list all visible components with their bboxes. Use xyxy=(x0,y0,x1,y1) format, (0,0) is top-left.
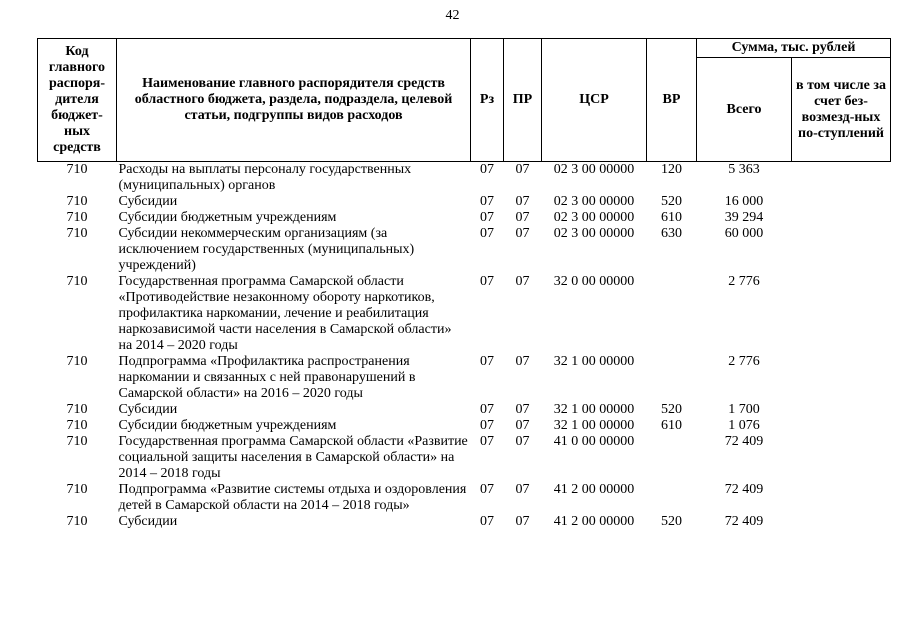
cell-free xyxy=(792,162,891,195)
cell-name: Субсидии некоммерческим организациям (за исключением государственных (муниципальных) учреждений) xyxy=(118,226,415,273)
cell-total: 1 700 xyxy=(728,402,760,417)
cell-csr: 02 3 00 00000 xyxy=(553,226,635,241)
header-code: Код главного распоря-дителя бюджет-ных средств xyxy=(38,39,117,162)
cell-total: 72 409 xyxy=(724,434,764,449)
header-sum: Сумма, тыс. рублей xyxy=(697,39,891,58)
cell-total: 1 076 xyxy=(728,418,760,433)
cell-code: 710 xyxy=(66,226,88,241)
cell-code: 710 xyxy=(66,514,88,529)
cell-name: Подпрограмма «Профилактика распространения наркомании и связанных с ней правонарушений в Самарской области» на 2016 – 2020 годы xyxy=(118,354,416,401)
cell-vr xyxy=(647,482,697,514)
cell-name: Государственная программа Самарской области «Противодействие незаконному обороту наркотиков, профилактика наркомании, лечение и реабилитация наркозависимой части населения в Самарской области» на 2014 – 2020 годы xyxy=(118,274,452,353)
cell-name: Подпрограмма «Развитие системы отдыха и оздоровления детей в Самарской области на 2014 – 2018 годы» xyxy=(118,482,467,513)
cell-free xyxy=(792,514,891,530)
cell-vr: 520 xyxy=(661,194,682,209)
cell-total: 72 409 xyxy=(724,514,764,529)
header-name: Наименование главного распорядителя средств областного бюджета, раздела, подраздела, целевой статьи, подгруппы видов расходов xyxy=(117,39,471,162)
cell-vr: 630 xyxy=(661,226,682,241)
cell-free xyxy=(792,418,891,434)
cell-free xyxy=(792,354,891,402)
table-row xyxy=(38,418,891,434)
cell-rz: 07 xyxy=(480,162,494,177)
table-row xyxy=(38,162,891,195)
cell-csr: 41 2 00 00000 xyxy=(553,514,635,529)
cell-pr: 07 xyxy=(515,354,530,369)
table-row xyxy=(38,226,891,274)
table-row xyxy=(38,354,891,402)
budget-table xyxy=(37,38,891,530)
cell-name: Субсидии xyxy=(118,514,178,529)
cell-free xyxy=(792,274,891,354)
cell-name: Субсидии xyxy=(118,402,178,417)
cell-vr xyxy=(647,274,697,354)
cell-code: 710 xyxy=(66,402,88,417)
cell-pr: 07 xyxy=(515,162,530,177)
cell-rz: 07 xyxy=(480,482,494,497)
cell-rz: 07 xyxy=(480,210,494,225)
cell-free xyxy=(792,402,891,418)
cell-csr: 32 1 00 00000 xyxy=(553,418,635,433)
cell-pr: 07 xyxy=(515,514,530,529)
header-rz: Рз xyxy=(471,39,504,162)
table-body xyxy=(38,162,891,531)
cell-csr: 41 2 00 00000 xyxy=(553,482,635,497)
cell-free xyxy=(792,226,891,274)
cell-vr: 610 xyxy=(661,210,682,225)
table-row xyxy=(38,434,891,482)
cell-code: 710 xyxy=(66,162,88,177)
cell-pr: 07 xyxy=(515,434,530,449)
cell-pr: 07 xyxy=(515,226,530,241)
cell-pr: 07 xyxy=(515,402,530,417)
cell-vr: 610 xyxy=(661,418,682,433)
cell-rz: 07 xyxy=(480,226,494,241)
cell-vr: 520 xyxy=(661,514,682,529)
cell-csr: 32 1 00 00000 xyxy=(553,402,635,417)
header-total: Всего xyxy=(697,58,792,162)
cell-total: 2 776 xyxy=(728,274,760,289)
cell-rz: 07 xyxy=(480,354,494,369)
cell-code: 710 xyxy=(66,354,88,369)
header-csr: ЦСР xyxy=(542,39,647,162)
cell-name: Субсидии бюджетным учреждениям xyxy=(118,418,337,433)
cell-rz: 07 xyxy=(480,434,494,449)
cell-total: 39 294 xyxy=(724,210,764,225)
table-row xyxy=(38,194,891,210)
cell-free xyxy=(792,434,891,482)
cell-rz: 07 xyxy=(480,274,494,289)
cell-csr: 32 1 00 00000 xyxy=(553,354,635,369)
table-row xyxy=(38,274,891,354)
cell-pr: 07 xyxy=(515,194,530,209)
cell-csr: 32 0 00 00000 xyxy=(553,274,635,289)
cell-total: 16 000 xyxy=(724,194,764,209)
table-header xyxy=(38,39,891,162)
cell-total: 72 409 xyxy=(724,482,764,497)
cell-code: 710 xyxy=(66,418,88,433)
cell-code: 710 xyxy=(66,434,88,449)
cell-name: Субсидии бюджетным учреждениям xyxy=(118,210,337,225)
header-free: в том числе за счет без-возмезд-ных по-ступлений xyxy=(792,58,891,162)
cell-code: 710 xyxy=(66,210,88,225)
cell-rz: 07 xyxy=(480,194,494,209)
cell-total: 2 776 xyxy=(728,354,760,369)
cell-free xyxy=(792,482,891,514)
cell-rz: 07 xyxy=(480,402,494,417)
cell-vr xyxy=(647,434,697,482)
cell-free xyxy=(792,210,891,226)
table-row xyxy=(38,210,891,226)
cell-csr: 02 3 00 00000 xyxy=(553,194,635,209)
cell-total: 5 363 xyxy=(728,162,760,177)
cell-code: 710 xyxy=(66,482,88,497)
cell-free xyxy=(792,194,891,210)
header-pr: ПР xyxy=(504,39,542,162)
cell-pr: 07 xyxy=(515,210,530,225)
cell-name: Расходы на выплаты персоналу государственных (муниципальных) органов xyxy=(118,162,412,193)
cell-vr xyxy=(647,354,697,402)
cell-total: 60 000 xyxy=(724,226,764,241)
cell-code: 710 xyxy=(66,274,88,289)
cell-name: Государственная программа Самарской области «Развитие социальной защиты населения в Самарской области» на 2014 – 2018 годы xyxy=(118,434,468,481)
cell-pr: 07 xyxy=(515,482,530,497)
page-number: 42 xyxy=(445,8,460,23)
cell-csr: 02 3 00 00000 xyxy=(553,162,635,177)
cell-vr: 520 xyxy=(661,402,682,417)
cell-rz: 07 xyxy=(480,418,494,433)
table-row xyxy=(38,514,891,530)
cell-vr: 120 xyxy=(661,162,682,177)
header-vr: ВР xyxy=(647,39,697,162)
cell-pr: 07 xyxy=(515,274,530,289)
table-row xyxy=(38,402,891,418)
cell-code: 710 xyxy=(66,194,88,209)
table-row xyxy=(38,482,891,514)
cell-csr: 02 3 00 00000 xyxy=(553,210,635,225)
cell-rz: 07 xyxy=(480,514,494,529)
cell-csr: 41 0 00 00000 xyxy=(553,434,635,449)
cell-pr: 07 xyxy=(515,418,530,433)
cell-name: Субсидии xyxy=(118,194,178,209)
